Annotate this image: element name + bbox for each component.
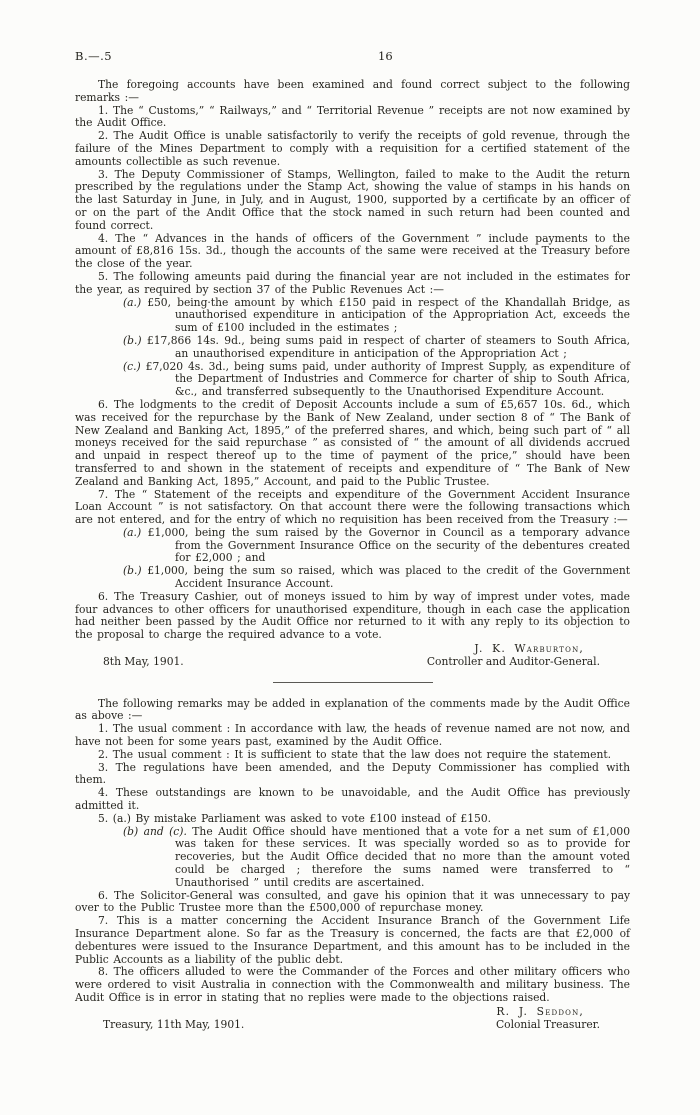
signature-date: 8th May, 1901.	[103, 654, 184, 668]
item-label: (c.)	[123, 359, 141, 373]
paragraph: 5. The following ameunts paid during the financial year are not included in the estimates for the year, as required by section 37 of the Public Revenues Act :—	[75, 269, 630, 296]
paragraph: 3. The regulations have been amended, and the Deputy Commissioner has complied with them.	[75, 760, 630, 787]
auditor-remarks-section	[75, 79, 630, 642]
paragraph: 3. The Deputy Commissioner of Stamps, Wellington, failed to make to the Audit the return prescribed by the regulations under the Stamp Act, showing the value of stamps in his hands on the last Saturday in June, in July, and in August, 1900, supported by a certificate by an officer of or on the part of the Andit Office that the stock named in such return had been counted and found correct.	[75, 167, 630, 232]
treasurer-signature-block	[75, 1006, 630, 1032]
item-label: (b) and (c).	[123, 824, 187, 838]
paragraph: (b) and (c). The Audit Office should have mentioned that a vote for a net sum of £1,000 was taken for these services. It was specially worded so as to provide for recoveries, but the Audit Office decided that no more than the amount voted could be charged ; therefore the sums named were transferred to “ Unauthorised ” until credits are ascertained.	[123, 824, 630, 889]
paragraph: The following remarks may be added in explanation of the comments made by the Audit Office as above :—	[75, 696, 630, 723]
paragraph: (a.) £1,000, being the sum raised by the Governor in Council as a temporary advance from the Government Insurance Office on the security of the debentures created for £2,000 ; and	[123, 525, 630, 565]
paragraph: 4. The “ Advances in the hands of officers of the Government ” include payments to the amount of £8,816 15s. 3d., though the accounts of the same were received at the Treasury before the close of the year.	[75, 231, 630, 271]
signatory-title: Controller and Auditor-General.	[426, 654, 600, 668]
signatory-title: Colonial Treasurer.	[495, 1017, 600, 1031]
paragraph: 7. This is a matter concerning the Accident Insurance Branch of the Government Life Insurance Department alone. So far as the Treasury is concerned, the facts are that £2,000 of debentures were issued to the Insurance Department, and this amount has to be included in the Public Accounts as a liability of the public debt.	[75, 914, 630, 966]
item-label: (b.)	[123, 564, 142, 578]
paragraph: 8. The officers alluded to were the Commander of the Forces and other military officers who were ordered to visit Australia in connection with the Commonwealth and military business. The Audit Office is in error in stating that no replies were made to the objections raised.	[75, 965, 630, 1004]
paragraph: (b.) £17,866 14s. 9d., being sums paid in respect of charter of steamers to South Africa, an unauthorised expenditure in anticipation of the Appropriation Act ;	[123, 333, 630, 360]
section-gap	[75, 683, 630, 698]
page-header	[75, 50, 630, 64]
item-label: (a.)	[123, 295, 142, 309]
page-number: 16	[378, 49, 393, 63]
item-label: (a.)	[123, 525, 142, 539]
treasury-replies-section	[75, 698, 630, 1005]
paragraph: 7. The “ Statement of the receipts and expenditure of the Government Accident Insurance Loan Account ” is not satisfactory. On that account there were the following transactions which are not entered, and for the entry of which no requisition has been received from the Treasury :—	[75, 487, 630, 527]
paragraph: 1. The “ Customs,” “ Railways,” and “ Territorial Revenue ” receipts are not now examined by the Audit Office.	[75, 103, 630, 130]
paragraph: (a.) £50, being·the amount by which £150 paid in respect of the Khandallah Bridge, as unauthorised expenditure in anticipation of the Appropriation Act, exceeds the sum of £100 included in the estimates ;	[123, 295, 630, 335]
paragraph: 2. The Audit Office is unable satisfactorily to verify the receipts of gold revenue, through the failure of the Mines Department to comply with a requisition for a certified statement of the amounts collectible as such revenue.	[75, 129, 630, 168]
signature-date: Treasury, 11th May, 1901.	[103, 1017, 245, 1031]
paragraph: 1. The usual comment : In accordance with law, the heads of revenue named are not now, and have not been for some years past, examined by the Audit Office.	[75, 722, 630, 749]
paragraph: (c.) £7,020 4s. 3d., being sums paid, under authority of Imprest Supply, as expenditure of the Department of Industries and Commerce for charter of ship to South Africa, &c., and transferred subsequently to the Unauthorised Expenditure Account.	[123, 359, 630, 399]
paragraph: 4. These outstandings are known to be unavoidable, and the Audit Office has previously admitted it.	[75, 786, 630, 813]
paragraph: 6. The Solicitor-General was consulted, and gave his opinion that it was unnecessary to pay over to the Public Trustee more than the £500,000 of repurchase money.	[75, 888, 630, 915]
paragraph: 5. (a.) By mistake Parliament was asked to vote £100 instead of £150.	[98, 811, 492, 825]
item-label: (b.)	[123, 333, 142, 347]
signatory-name: J. K. Warburton,	[474, 642, 584, 656]
signatory-name: R. J. Seddon,	[496, 1004, 584, 1018]
paragraph: 6. The lodgments to the credit of Deposit Accounts include a sum of £5,657 10s. 6d., which was received for the repurchase by the Bank of New Zealand, under section 8 of “ The Bank of New Zealand and Banking Act, 1895,” of the preferred shares, and which, being such part of “ all moneys received for the said repurchase ” as consisted of “ the amount of all dividends accrued and unpaid in respect thereof up to the time of payment of the price,” should have been transferred to and shown in the statement of receipts and expenditure of “ The Bank of New Zealand and Banking Act, 1895,” Account, and paid to the Public Trustee.	[75, 397, 630, 488]
paragraph: 2. The usual comment : It is sufficient to state that the law does not require the statement.	[98, 747, 612, 761]
paragraph: 6. The Treasury Cashier, out of moneys issued to him by way of imprest under votes, made four advances to other officers for unauthorised expenditure, though in each case the application had neither been passed by the Audit Office nor returned to it with any reply to its objection to the proposal to charge the required advance to a vote.	[75, 589, 630, 642]
auditor-signature-block	[75, 643, 630, 669]
report-code: B.—.5	[75, 49, 113, 63]
paragraph: (b.) £1,000, being the sum so raised, which was placed to the credit of the Government Accident Insurance Account.	[123, 564, 630, 591]
paragraph: The foregoing accounts have been examined and found correct subject to the following remarks :—	[75, 78, 630, 104]
